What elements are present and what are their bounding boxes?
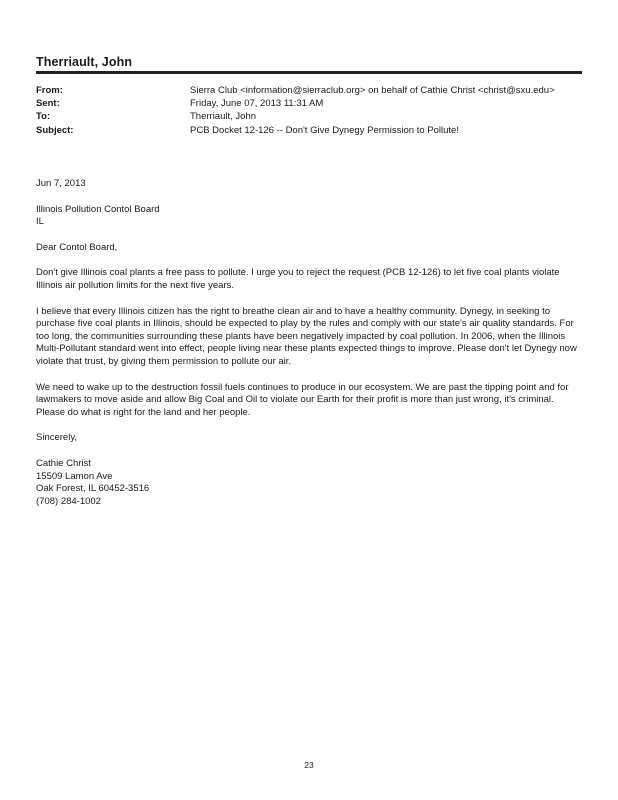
recipient-line-2: IL — [36, 216, 44, 228]
letter-body — [36, 178, 584, 508]
letter-salutation: Dear Contol Board, — [36, 241, 118, 253]
page-number: 23 — [304, 760, 314, 770]
signature-phone: (708) 284-1002 — [36, 495, 101, 507]
subject-value: PCB Docket 12-126 -- Don't Give Dynegy Permission to Pollute! — [190, 124, 459, 136]
sender-name-heading: Therriault, John — [36, 55, 133, 69]
recipient-line-1: Illinois Pollution Contol Board — [36, 203, 160, 215]
letter-paragraph-1: Don't give Illinois coal plants a free pass to pollute. I urge you to reject the request (PCB 12-126) to let five coal plants violate Illinois air pollution limits for the next five years. — [36, 267, 560, 291]
from-value: Sierra Club <information@sierraclub.org> on behalf of Cathie Christ <christ@sxu.edu> — [190, 85, 555, 96]
letter-signature — [36, 458, 584, 508]
header-divider — [36, 71, 582, 74]
letter-paragraph-3: We need to wake up to the destruction fossil fuels continues to produce in our ecosystem. We are past the tipping point and for lawmakers to move aside and allow Big Coal and Oil to violate our Earth for their profit is more than just wrong, it's criminal. Please do what is right for the land and her people. — [36, 381, 569, 418]
letter-paragraph-2: I believe that every Illinois citizen has the right to breathe clean air and to have a healthy community. Dynegy, in seeking to purchase five coal plants in Illinois, should be expected to play by the rules and comply with our state's air quality standards. For too long, the communities surrounding these plants have been negatively impacted by coal pollution. In 2006, when the Illinois Multi-Pollutant standard went into effect, people living near these plants expected things to improve. Please don't let Dynegy now violate that trust, by giving them permission to pollute our air. — [36, 305, 577, 367]
email-metadata — [36, 84, 582, 137]
from-label: From: — [36, 85, 63, 96]
sent-value: Friday, June 07, 2013 11:31 AM — [190, 98, 324, 110]
subject-label: Subject: — [36, 124, 74, 136]
signature-city: Oak Forest, IL 60452-3516 — [36, 483, 150, 495]
meta-row-sent — [36, 97, 582, 110]
letter-date: Jun 7, 2013 — [36, 178, 86, 189]
signature-street: 15509 Lamon Ave — [36, 470, 113, 482]
letter-closing: Sincerely, — [36, 432, 78, 444]
to-label: To: — [36, 111, 51, 123]
sent-label: Sent: — [36, 98, 60, 110]
to-value: Therriault, John — [190, 111, 257, 123]
meta-row-from — [36, 84, 582, 97]
signature-name: Cathie Christ — [36, 457, 91, 469]
meta-row-to — [36, 110, 582, 123]
meta-row-subject — [36, 124, 582, 137]
letter-recipient — [36, 204, 584, 229]
